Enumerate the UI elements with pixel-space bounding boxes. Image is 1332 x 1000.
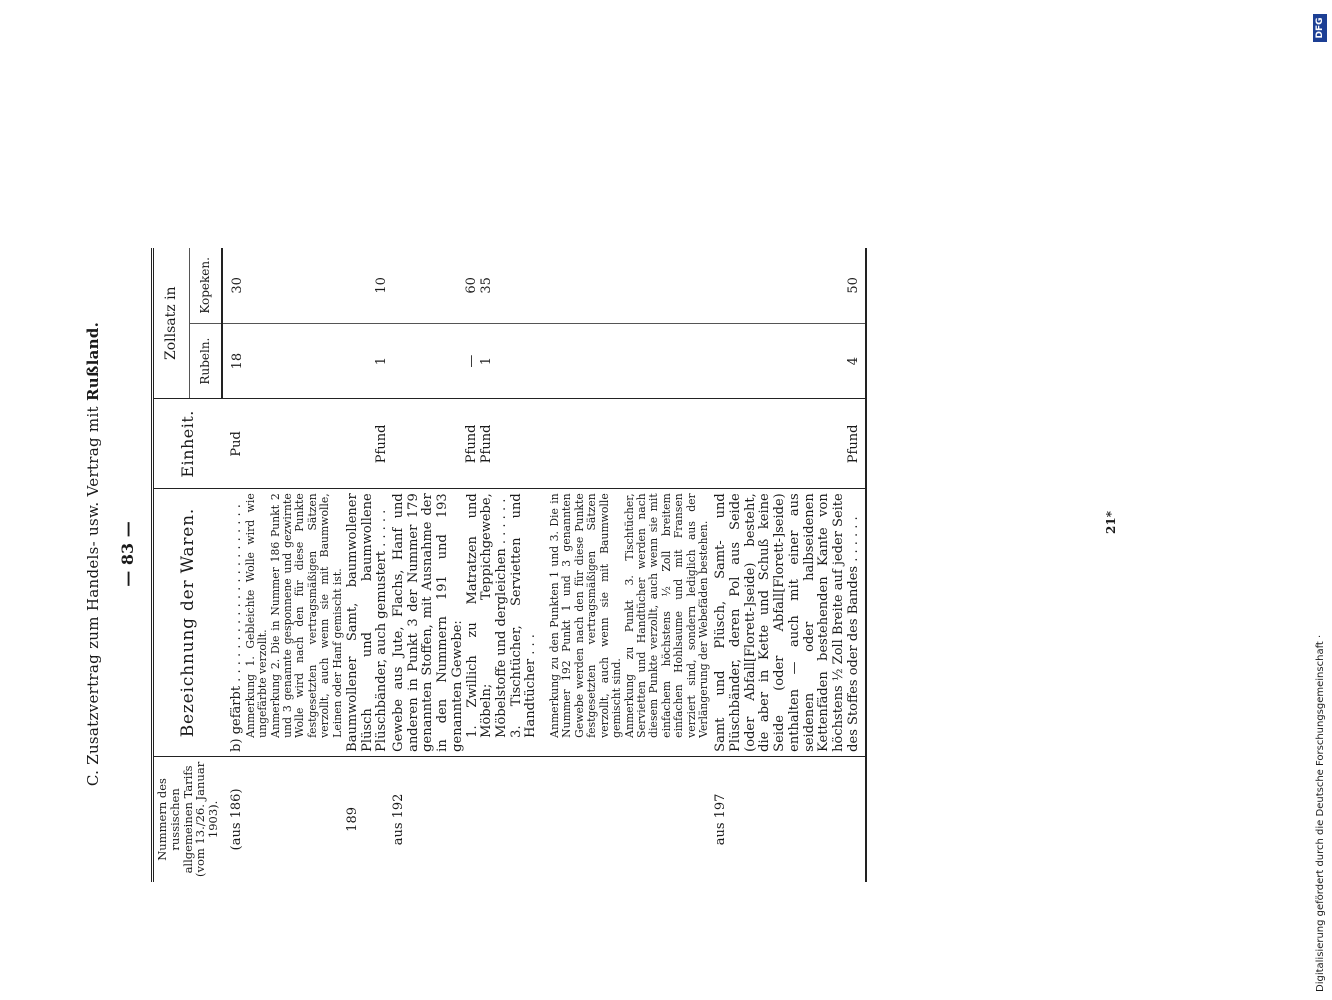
unit-value: Pfund [710,399,866,489]
header-country: Rußland. [84,321,102,402]
rubles-value: 1 [478,356,494,366]
header-rate-column: Zollsatz in [153,248,190,399]
dfg-credit-text: Digitalisierung gefördert durch die Deutsche Forschungsgemeinschaft · [1315,634,1326,992]
unit-value: Pfund [344,399,390,489]
tariff-number: aus 197 [710,756,866,882]
item-text: Baumwollener Samt, baumwollener Plüsch und baumwollene Plüschbänder, auch gemustert . . . . . [344,493,390,752]
subitem-text: 3. Tischtücher, Servietten und Handtücher . . . [508,493,539,738]
page-number: — 83 — [118,521,137,587]
table-row [222,248,344,882]
tariff-number: (aus 186) [222,756,344,882]
kopeks-value: 35 [478,277,494,294]
unit-value: Pfund [478,424,494,464]
header-description-column: Bezeichnung der Waren. [153,489,222,757]
unit-value: Pfund [464,424,480,464]
tariff-table [151,248,867,882]
header-unit-column: Einheit. [153,399,222,489]
page-number-value: 83 [118,542,137,566]
tariff-number: 189 [344,756,390,882]
goods-description [390,489,710,757]
table-row [344,248,390,882]
rubles-value: 4 [710,323,866,399]
dfg-logo: DFG [1313,14,1327,42]
item-text: Gewebe aus Jute, Flachs, Hanf und anderen in Punkt 3 der Nummer 179 genannten Stoffen, mit Ausnahme der in den Nummern 191 und 193 genannten Gewebe: [391,493,465,752]
rubles-value: — [464,354,480,368]
goods-description [344,489,390,757]
dfg-side-strip [1312,2,1332,992]
running-header [84,154,102,954]
rubles-value: 18 [222,323,344,399]
kopeks-value: 10 [374,277,390,294]
rubles-value: 1 [344,323,390,399]
header-rubles: Rubeln. [189,323,222,399]
table-row [390,248,710,882]
goods-description [222,489,344,757]
header-kopeks: Kopeken. [189,248,222,323]
header-prefix: C. [84,769,102,787]
goods-description [710,489,866,757]
rotated-page-content [74,154,1118,954]
header-title: Zusatzvertrag zum Handels- usw. Vertrag mit [84,406,102,765]
unit-value: Pud [222,399,344,489]
kopeks-value: 30 [229,277,245,294]
rubles-values [390,323,710,399]
unit-values [390,399,710,489]
signature-mark: 21* [1104,511,1118,534]
note-text: Anmerkung 1. Gebleichte Wolle wird wie ungefärbte verzollt. [243,493,270,738]
subitem-text: 1. Zwillich zu Matratzen und Möbeln; Teppichgewebe, Möbelstoffe und dergleichen . . . . . . [464,493,509,738]
table-row [710,248,866,882]
header-number-column: Nummern des russischen allgemeinen Tarifs (vom 13./26. Januar 1903). [153,756,222,882]
note-text: Anmerkung zu den Punkten 1 und 3. Die in Nummer 192 Punkt 1 und 3 genannten Gewebe werden nach den für diese Punkte festgesetzten vertragsmäßigen Sätzen verzollt, auch wenn sie mit Baumwolle gemischt sind. [548,493,624,738]
note-text: Anmerkung zu Punkt 3. Tischtücher, Servietten und Handtücher werden nach diesem Punkte verzollt, auch wenn sie mit einfachem höchstens ½ Zoll breitem einfachen Hohlsaume und mit Fransen verziert sind, sondern lediglich aus der Verlängerung der Webefäden bestehen. [622,493,710,738]
kopeks-value: 50 [845,277,861,294]
tariff-number: aus 192 [390,756,710,882]
item-text: Samt und Plüsch, Samt- und Plüschbänder, deren Pol aus Seide (oder Abfall[Florett-]seide) besteht, die aber in Kette und Schuß keine Seide (oder Abfall[Florett-]seide) enthalten — auch mit einer aus seidenen oder halbseidenen Kettenfäden bestehenden Kante von höchstens ½ Zoll Breite auf jeder Seite des Stoffes oder des Bandes . . . . . . [713,493,861,752]
kopeks-value: 60 [464,277,480,294]
note-text: Anmerkung 2. Die in Nummer 186 Punkt 2 und 3 genannte gesponnene und gezwirnte Wolle wird nach den für diese Punkte festgesetzten vertragsmäßigen Sätzen verzollt, auch wenn sie mit Baumwolle, Leinen oder Hanf gemischt ist. [268,493,344,738]
item-text: b) gefärbt . . . . . . . . . . . . . . . . . . . . . . [228,504,244,752]
kopeks-values [390,248,710,323]
